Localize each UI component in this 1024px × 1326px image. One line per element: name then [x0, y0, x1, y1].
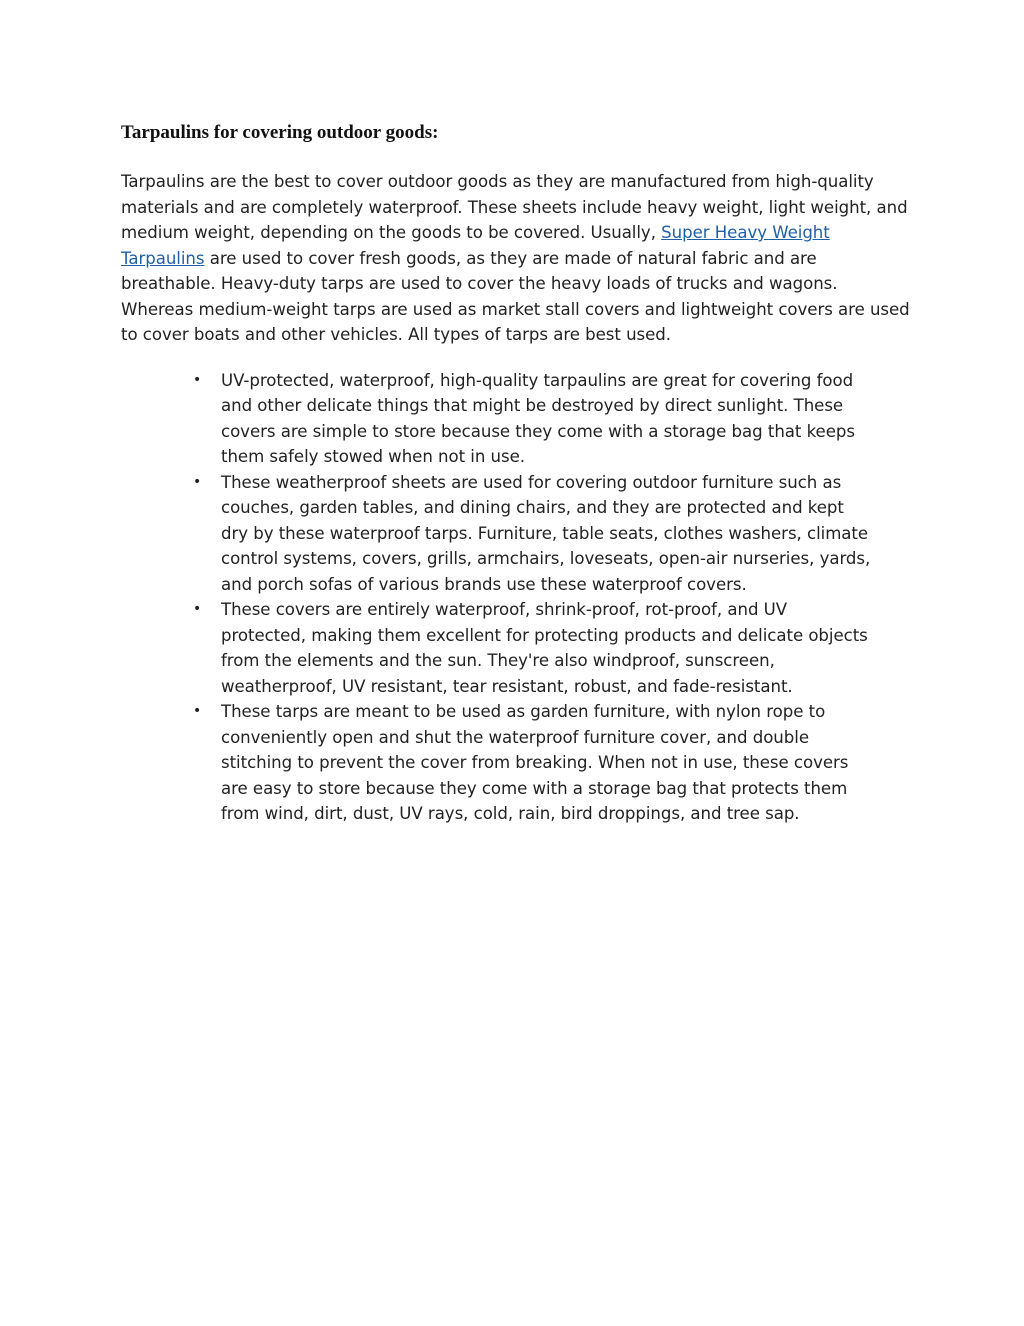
intro-paragraph [121, 169, 911, 348]
bullet-icon: • [193, 371, 202, 388]
intro-text-after-link: are used to cover fresh goods, as they are made of natural fabric and are breathable. Heavy-duty tarps are used to cover the heavy loads of trucks and wagons. Whereas medium-weight tarps are used as market stall covers and lightweight covers are used to cover boats and other vehicles. All types of tarps are best used. [121, 248, 910, 344]
document-content [121, 118, 911, 827]
list-item-text: These weatherproof sheets are used for covering outdoor furniture such as couches, garden tables, and dining chairs, and they are protected and kept dry by these waterproof tarps. Furniture, table seats, clothes washers, climate control systems, covers, grills, armchairs, loveseats, open-air nurseries, yards, and porch sofas of various brands use these waterproof covers. [221, 472, 871, 594]
bullet-icon: • [193, 473, 202, 490]
list-item-text: UV-protected, waterproof, high-quality tarpaulins are great for covering food and other delicate things that might be destroyed by direct sunlight. These covers are simple to store because they come with a storage bag that keeps them safely stowed when not in use. [221, 370, 855, 466]
list-item [193, 470, 871, 598]
list-item-text: These tarps are meant to be used as garden furniture, with nylon rope to conveniently open and shut the waterproof furniture cover, and double stitching to prevent the cover from breaking. When not in use, these covers are easy to store because they come with a storage bag that protects them from wind, dirt, dust, UV rays, cold, rain, bird droppings, and tree sap. [221, 702, 849, 823]
bullet-icon: • [193, 601, 202, 617]
document-heading: Tarpaulins for covering outdoor goods: [121, 122, 439, 143]
list-item [193, 699, 871, 827]
list-item [193, 597, 871, 699]
bullet-icon: • [193, 703, 202, 719]
bullet-list [121, 368, 871, 827]
super-heavy-weight-tarpaulins-link[interactable]: Super Heavy Weight Tarpaulins [121, 223, 830, 268]
list-item-text: These covers are entirely waterproof, shrink-proof, rot-proof, and UV protected, making them excellent for protecting products and delicate objects from the elements and the sun. They're also windproof, sunscreen, weatherproof, UV resistant, tear resistant, robust, and fade-resistant. [221, 600, 868, 696]
intro-text-before-link: Tarpaulins are the best to cover outdoor goods as they are manufactured from high-quality materials and are completely waterproof. These sheets include heavy weight, light weight, and medium weight, depending on the goods to be covered. Usually, [121, 172, 908, 242]
list-item [193, 368, 871, 470]
